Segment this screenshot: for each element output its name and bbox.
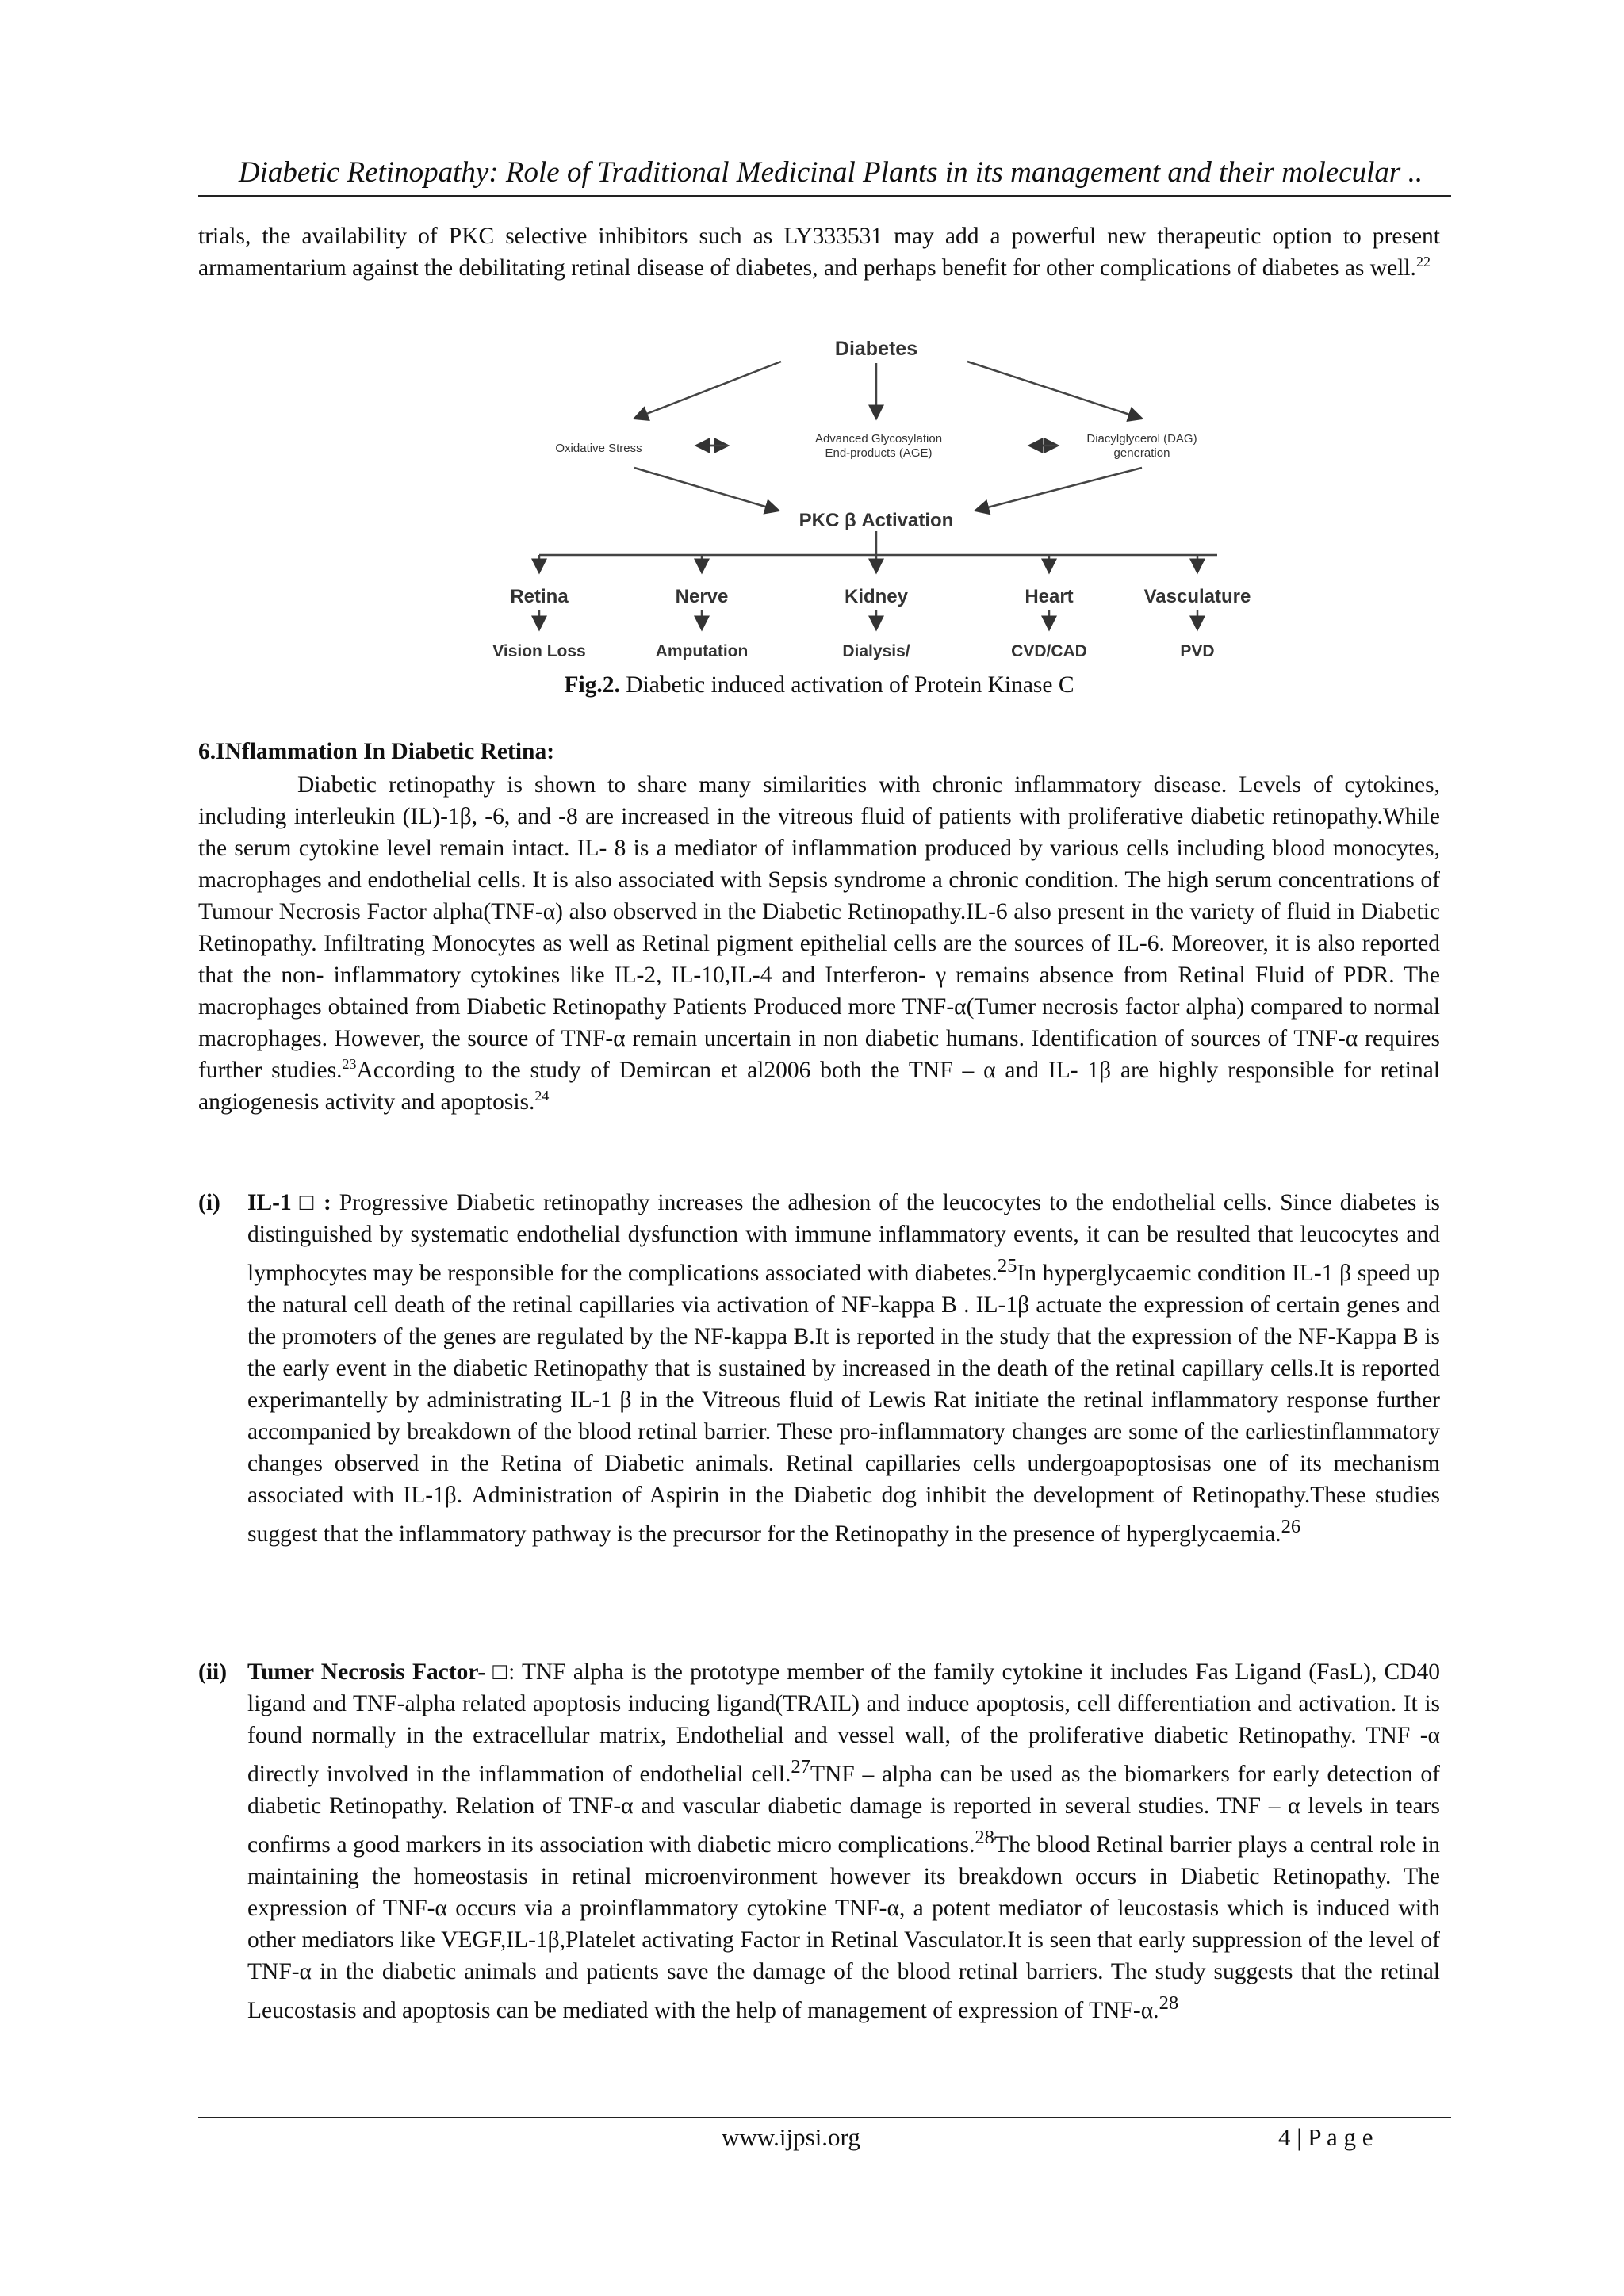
list-item <box>198 1656 1440 2026</box>
figure-caption-text: Diabetic induced activation of Protein Kinase C <box>619 672 1074 698</box>
list-item-text: Progressive Diabetic retinopathy increases the adhesion of the leucocytes to the endothelial cells. Since diabetes is distinguished by systematic endothelial dysfunction with immune inflammatory events, it can be resulted that leucocytes and lymphocytes may be responsible for the complications associated with diabetes. <box>247 1190 1440 1286</box>
list-item-text: In hyperglycaemic condition IL-1 β speed up the natural cell death of the retinal capillaries via activation of NF-kappa B . IL-1β actuate the expression of certain genes and the promoters of the genes are regulated by the NF-kappa B.It is reported in the study that the expression of the NF-Kappa B is the early event in the diabetic Retinopathy that is sustained by increased in the death of the retinal capillary cells.It is reported experimantelly by administrating IL-1 β in the Vitreous fluid of Lewis Rat initiate the retinal inflammatory response further accompanied by breakdown of the blood retinal barrier. These pro-inflammatory changes are some of the earliestinflammatory changes observed in the Retina of Diabetic animals. Retinal capillaries cells undergoapoptosisas one of its mechanism associated with IL-1β. Administration of Aspirin in the Diabetic dog inhibit the development of Retinopathy.These studies suggest that the inflammatory pathway is the precursor for the Retinopathy in the presence of hyperglycaemia. <box>247 1260 1440 1547</box>
outcome-label: Amputation <box>655 642 749 660</box>
node-age-line1: Advanced Glycosylation <box>814 432 943 446</box>
footer-url: www.ijpsi.org <box>722 2123 860 2151</box>
figure-label: Fig.2. <box>564 672 620 698</box>
node-pkc-activation: PKC β Activation <box>799 510 954 531</box>
organ-label: Retina <box>510 586 569 607</box>
outcome-label: Dialysis/ <box>842 642 910 660</box>
page-number: 4 | P a g e <box>1278 2123 1373 2151</box>
citation: 25 <box>997 1255 1017 1276</box>
citation: 23 <box>342 1056 357 1073</box>
section-heading: 6.INflammation In Diabetic Retina: <box>198 739 555 764</box>
organ-label: Kidney <box>844 586 909 607</box>
outcome-label: Vision Loss <box>492 642 586 660</box>
node-diabetes: Diabetes <box>834 338 918 360</box>
citation: 24 <box>534 1088 550 1104</box>
node-dag-line2: generation <box>1113 446 1170 460</box>
list-item-text: TNF – alpha can be used as the biomarkers for early detection of diabetic Retinopathy. Relation of TNF-α and vascular diabetic damage is reported in several studies. TNF – α levels in tears confirms a good markers in its association with diabetic micro complications. <box>247 1761 1440 1858</box>
node-age-line2: End-products (AGE) <box>825 446 933 460</box>
list-item-body <box>247 1187 1440 1550</box>
outcome-label: CVD/CAD <box>1011 642 1087 660</box>
section-paragraph <box>198 769 1440 1118</box>
footer-rule <box>198 2117 1451 2118</box>
node-dag-line1: Diacylglycerol (DAG) <box>1086 432 1197 446</box>
citation: 26 <box>1281 1515 1301 1537</box>
citation: 28 <box>975 1826 994 1848</box>
citation: 27 <box>791 1756 810 1777</box>
paragraph-text: Diabetic retinopathy is shown to share many similarities with chronic inflammatory disease. Levels of cytokines, including interleukin (IL)-1β, -6, and -8 are increased in the vitreous fluid of patients with proliferative diabetic retinopathy.While the serum cytokine level remain intact. IL- 8 is a mediator of inflammation produced by various cells including blood monocytes, macrophages and endothelial cells. It is also associated with Sepsis syndrome a chronic condition. The high serum concentrations of Tumour Necrosis Factor alpha(TNF-α) also observed in the Diabetic Retinopathy.IL-6 also present in the variety of fluid in Diabetic Retinopathy. Infiltrating Monocytes as well as Retinal pigment epithelial cells are the sources of IL-6. Moreover, it is also reported that the non- inflammatory cytokines like IL-2, IL-10,IL-4 and Interferon- γ remains absence from Retinal Fluid of PDR. The macrophages obtained from Diabetic Retinopathy Patients Produced more TNF-α(Tumer necrosis factor alpha) compared to normal macrophages. However, the source of TNF-α remain uncertain in non diabetic humans. Identification of sources of TNF-α requires further studies. <box>198 772 1440 1083</box>
list-item-body <box>247 1656 1440 2026</box>
list-item-text: : TNF alpha is the prototype member of the family cytokine it includes Fas Ligand (FasL), CD40 ligand and TNF-alpha related apoptosis inducing ligand(TRAIL) and induce apoptosis, cell differentiation and activation. It is found normally in the extracellular matrix, Endothelial and vessel wall, of the proliferative diabetic Retinopathy. TNF -α directly involved in the inflammation of endothelial cell. <box>247 1659 1441 1787</box>
list-item-lead: IL-1 □ : <box>247 1190 331 1215</box>
list-item-lead: Tumer Necrosis Factor- □ <box>247 1659 509 1685</box>
header-rule <box>198 195 1451 197</box>
organ-label: Nerve <box>675 586 729 607</box>
intro-text: trials, the availability of PKC selective inhibitors such as LY333531 may add a powerful new therapeutic option to present armamentarium against the debilitating retinal disease of diabetes, and perhaps benefit for other complications of diabetes as well. <box>198 224 1440 281</box>
citation: 22 <box>1415 254 1431 270</box>
running-header: Diabetic Retinopathy: Role of Traditional Medicinal Plants in its management and their molecular .. <box>238 156 1423 189</box>
organ-label: Vasculature <box>1143 586 1251 607</box>
paragraph-text: According to the study of Demircan et al2006 both the TNF – α and IL- 1β are highly responsible for retinal angiogenesis activity and apoptosis. <box>198 1058 1440 1115</box>
pkc-activation-diagram <box>492 331 1261 668</box>
list-item-text: The blood Retinal barrier plays a central role in maintaining the homeostasis in retinal microenvironment however its breakdown occurs in Diabetic Retinopathy. The expression of TNF-α occurs via a proinflammatory cytokine TNF-α, a potent mediator of leucostasis which is induced with other mediators like VEGF,IL-1β,Platelet activating Factor in Retinal Vasculator.It is seen that early suppression of the level of TNF-α in the diabetic animals and patients save the damage of the blood retinal barriers. The study suggests that the retinal Leucostasis and apoptosis can be mediated with the help of management of expression of TNF-α. <box>247 1831 1440 2023</box>
figure-caption <box>198 672 1440 698</box>
list-item <box>198 1187 1440 1550</box>
citation: 28 <box>1159 1992 1179 2014</box>
list-item-number: (i) <box>198 1190 220 1215</box>
outcome-label: PVD <box>1180 642 1215 660</box>
organ-label: Heart <box>1025 586 1074 607</box>
intro-paragraph <box>198 220 1440 284</box>
node-oxidative-stress: Oxidative Stress <box>555 442 642 455</box>
list-item-number: (ii) <box>198 1659 228 1685</box>
